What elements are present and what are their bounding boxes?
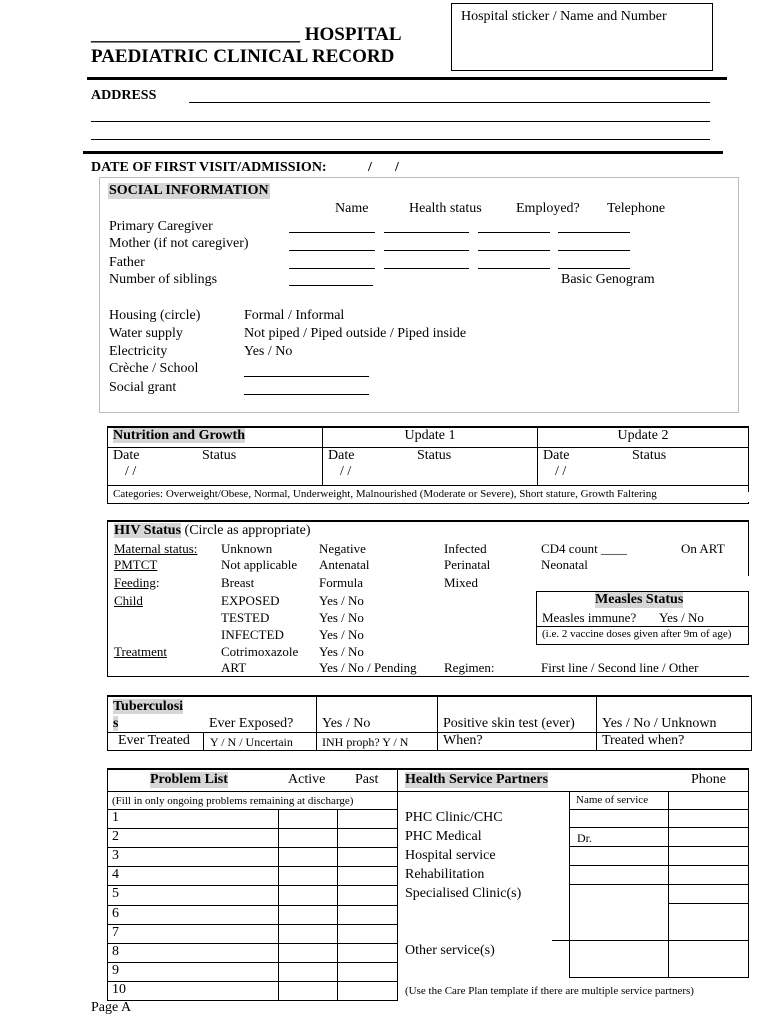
social-info-title: SOCIAL INFORMATION <box>109 183 269 198</box>
nutrition-categories: Categories: Overweight/Obese, Normal, Underweight, Malnourished (Moderate or Severe), Short stature, Growth Faltering <box>108 485 749 503</box>
date-first-visit-label: DATE OF FIRST VISIT/ADMISSION: <box>91 160 327 175</box>
problem-past-header: Past <box>355 772 379 787</box>
problem-entry-field[interactable] <box>128 982 276 999</box>
problem-top-border <box>107 768 749 770</box>
pmtct-perinatal[interactable]: Perinatal <box>444 557 491 572</box>
nutrition-update1-cell[interactable] <box>323 447 538 485</box>
cotrimoxazole-label: Cotrimoxazole <box>221 644 299 659</box>
tb-title-cell <box>108 696 205 733</box>
problem-row-divider <box>107 866 398 867</box>
problem-number: 1 <box>112 810 119 825</box>
date-slash-2: / <box>395 160 399 175</box>
problem-row-divider <box>107 924 398 925</box>
col-health-status: Health status <box>409 201 482 216</box>
feeding-formula[interactable]: Formula <box>319 575 364 590</box>
father-name-field[interactable] <box>289 268 375 269</box>
address-label: ADDRESS <box>91 88 157 103</box>
nutrition-update2-cell[interactable] <box>538 447 749 485</box>
problem-entry-field[interactable] <box>128 810 276 827</box>
tb-skin-test-value[interactable]: Yes / No / Unknown <box>597 696 752 733</box>
partners-note: (Use the Care Plan template if there are multiple service partners) <box>405 985 694 997</box>
tb-skin-test: Positive skin test (ever) <box>438 696 597 733</box>
address-divider <box>83 151 723 154</box>
creche-field[interactable] <box>244 376 369 377</box>
col-name: Name <box>335 201 369 216</box>
mother-health-field[interactable] <box>384 250 469 251</box>
child-tested: TESTED <box>221 610 270 625</box>
grant-field[interactable] <box>244 394 369 395</box>
maternal-status-label: Maternal status: <box>114 541 198 556</box>
problem-list-title: Problem List <box>150 772 228 787</box>
problem-entry-field[interactable] <box>128 944 276 961</box>
housing-label: Housing (circle) <box>109 308 201 323</box>
tb-exposed-value[interactable]: Yes / No <box>317 696 438 733</box>
cotrimoxazole-value[interactable]: Yes / No <box>319 644 364 659</box>
update1-header: Update 1 <box>323 427 538 447</box>
nutrition-title: Nutrition and Growth <box>113 428 245 443</box>
measles-answer[interactable]: Yes / No <box>659 610 704 625</box>
row-primary-caregiver: Primary Caregiver <box>109 219 213 234</box>
problem-entry-field[interactable] <box>128 886 276 903</box>
row-father: Father <box>109 255 145 270</box>
problem-entry-field[interactable] <box>128 829 276 846</box>
feeding-mixed[interactable]: Mixed <box>444 575 478 590</box>
water-options[interactable]: Not piped / Piped outside / Piped inside <box>244 326 467 341</box>
water-label: Water supply <box>109 326 183 341</box>
problem-number: 10 <box>112 982 126 997</box>
row-mother: Mother (if not caregiver) <box>109 236 249 251</box>
hiv-header <box>114 523 311 539</box>
child-label: Child <box>114 593 143 608</box>
hospital-sticker-box[interactable] <box>451 3 713 71</box>
grant-label: Social grant <box>109 380 177 395</box>
electricity-label: Electricity <box>109 344 168 359</box>
update2-header: Update 2 <box>538 427 749 447</box>
problem-entry-field[interactable] <box>128 848 276 865</box>
partner-specialised-clinic: Specialised Clinic(s) <box>405 886 522 901</box>
update2-date-format: / / <box>555 463 567 479</box>
problem-row-divider <box>107 828 398 829</box>
problem-row-divider <box>107 847 398 848</box>
child-exposed-value[interactable]: Yes / No <box>319 593 364 608</box>
partner-hospital-service: Hospital service <box>405 848 496 863</box>
caregiver-phone-field[interactable] <box>558 232 630 233</box>
problem-entry-field[interactable] <box>128 906 276 923</box>
caregiver-name-field[interactable] <box>289 232 375 233</box>
nutrition-table <box>107 426 749 504</box>
hiv-left-border <box>107 520 108 677</box>
regimen-value[interactable]: First line / Second line / Other <box>541 660 699 675</box>
father-health-field[interactable] <box>384 268 469 269</box>
update2-status-label: Status <box>632 447 667 463</box>
problem-number: 5 <box>112 886 119 901</box>
basic-genogram-label: Basic Genogram <box>561 272 655 287</box>
tb-inh[interactable]: INH proph? Y / N <box>317 733 438 751</box>
child-tested-value[interactable]: Yes / No <box>319 610 364 625</box>
child-infected: INFECTED <box>221 627 284 642</box>
partner-dr[interactable]: Dr. <box>577 831 592 845</box>
housing-options[interactable]: Formal / Informal <box>244 308 345 323</box>
tb-ever-exposed: Ever Exposed? <box>204 696 317 733</box>
father-employed-field[interactable] <box>478 268 550 269</box>
problem-number: 7 <box>112 925 119 940</box>
hiv-top-border <box>107 520 749 522</box>
feeding-breast[interactable]: Breast <box>221 575 255 590</box>
hospital-name-blank: ______________________ <box>91 24 300 45</box>
mother-name-field[interactable] <box>289 250 375 251</box>
art-value[interactable]: Yes / No / Pending <box>319 660 417 675</box>
partner-phc-clinic: PHC Clinic/CHC <box>405 810 503 825</box>
problem-row-divider <box>107 885 398 886</box>
child-infected-value[interactable]: Yes / No <box>319 627 364 642</box>
child-exposed: EXPOSED <box>221 593 280 608</box>
update1-status-label: Status <box>417 447 452 463</box>
problem-entry-field[interactable] <box>128 963 276 980</box>
tb-treated-when[interactable]: Treated when? <box>597 733 752 751</box>
measles-question: Measles immune? <box>542 610 637 625</box>
nutrition-initial-cell[interactable] <box>108 447 323 485</box>
col-employed: Employed? <box>516 201 580 216</box>
sticker-label: Hospital sticker / Name and Number <box>461 9 667 24</box>
maternal-unknown[interactable]: Unknown <box>221 541 273 556</box>
caregiver-employed-field[interactable] <box>478 232 550 233</box>
update2-date-label: Date <box>543 447 570 463</box>
on-art[interactable]: On ART <box>681 541 725 556</box>
maternal-infected[interactable]: Infected <box>444 541 487 556</box>
tb-ever-treated: Ever Treated <box>108 733 204 750</box>
update1-date-format: / / <box>340 463 352 479</box>
maternal-negative[interactable]: Negative <box>319 541 366 556</box>
problem-number: 3 <box>112 848 119 863</box>
nutrition-date-label: Date <box>113 447 140 463</box>
tb-table <box>107 695 752 751</box>
pmtct-label: PMTCT <box>114 557 158 572</box>
pmtct-antenatal[interactable]: Antenatal <box>319 557 370 572</box>
nutrition-date-format: / / <box>125 463 137 479</box>
partner-phc-medical: PHC Medical <box>405 829 482 844</box>
regimen-label: Regimen: <box>444 660 495 675</box>
problem-number: 8 <box>112 944 119 959</box>
mother-employed-field[interactable] <box>478 250 550 251</box>
problem-entry-field[interactable] <box>128 925 276 942</box>
measles-status-box <box>536 591 749 645</box>
problem-row-divider <box>107 962 398 963</box>
treatment-label: Treatment <box>114 644 167 659</box>
problem-list-note: (Fill in only ongoing problems remaining at discharge) <box>112 795 354 807</box>
hiv-subtitle: (Circle as appropriate) <box>184 523 311 538</box>
problem-entry-field[interactable] <box>128 867 276 884</box>
nutrition-status-label: Status <box>202 447 237 463</box>
problem-number: 2 <box>112 829 119 844</box>
tb-title-1: Tuberculosi <box>113 699 184 714</box>
tb-when[interactable]: When? <box>438 733 597 751</box>
tb-row2-left <box>108 733 317 751</box>
date-slash-1: / <box>368 160 372 175</box>
hiv-bottom-border <box>107 676 749 677</box>
measles-title: Measles Status <box>595 592 684 607</box>
partner-other-service: Other service(s) <box>405 943 495 958</box>
col-telephone: Telephone <box>607 201 666 216</box>
record-title: PAEDIATRIC CLINICAL RECORD <box>91 46 395 67</box>
hiv-right-border <box>748 520 749 576</box>
electricity-options[interactable]: Yes / No <box>244 344 293 359</box>
father-phone-field[interactable] <box>558 268 630 269</box>
feeding-label-wrap <box>114 575 160 591</box>
update1-date-label: Date <box>328 447 355 463</box>
pmtct-not-applicable[interactable]: Not applicable <box>221 557 298 572</box>
nutrition-title-cell <box>108 427 323 447</box>
pmtct-neonatal[interactable]: Neonatal <box>541 557 588 572</box>
art-label: ART <box>221 660 247 675</box>
mother-phone-field[interactable] <box>558 250 630 251</box>
caregiver-health-field[interactable] <box>384 232 469 233</box>
cd4-count[interactable]: CD4 count ____ <box>541 541 627 556</box>
partners-title: Health Service Partners <box>405 772 549 787</box>
problem-row-divider <box>107 943 398 944</box>
partners-phone-header: Phone <box>691 772 726 787</box>
tb-treated-value[interactable]: Y / N / Uncertain <box>210 735 293 749</box>
problem-row-divider <box>107 905 398 906</box>
page-label: Page A <box>91 1000 132 1015</box>
measles-note: (i.e. 2 vaccine doses given after 9m of age) <box>542 628 732 640</box>
address-line-2[interactable] <box>91 121 710 122</box>
problem-number: 9 <box>112 963 119 978</box>
siblings-field[interactable] <box>289 285 373 286</box>
hiv-title: HIV Status <box>114 523 182 538</box>
name-of-service-header: Name of service <box>576 794 649 806</box>
partner-rehabilitation: Rehabilitation <box>405 867 485 882</box>
address-line-3[interactable] <box>91 139 710 140</box>
creche-label: Crèche / School <box>109 361 199 376</box>
problem-number: 4 <box>112 867 119 882</box>
row-siblings: Number of siblings <box>109 272 218 287</box>
problem-number: 6 <box>112 906 119 921</box>
tb-title-2: s <box>113 716 119 731</box>
address-line-1[interactable] <box>189 102 710 103</box>
feeding-label: Feeding <box>114 575 156 590</box>
hospital-label: HOSPITAL <box>304 24 402 45</box>
problem-row-divider <box>107 981 398 982</box>
feeding-colon: : <box>155 575 160 590</box>
header-divider <box>87 77 727 80</box>
problem-active-header: Active <box>288 772 326 787</box>
hospital-title <box>91 24 402 46</box>
